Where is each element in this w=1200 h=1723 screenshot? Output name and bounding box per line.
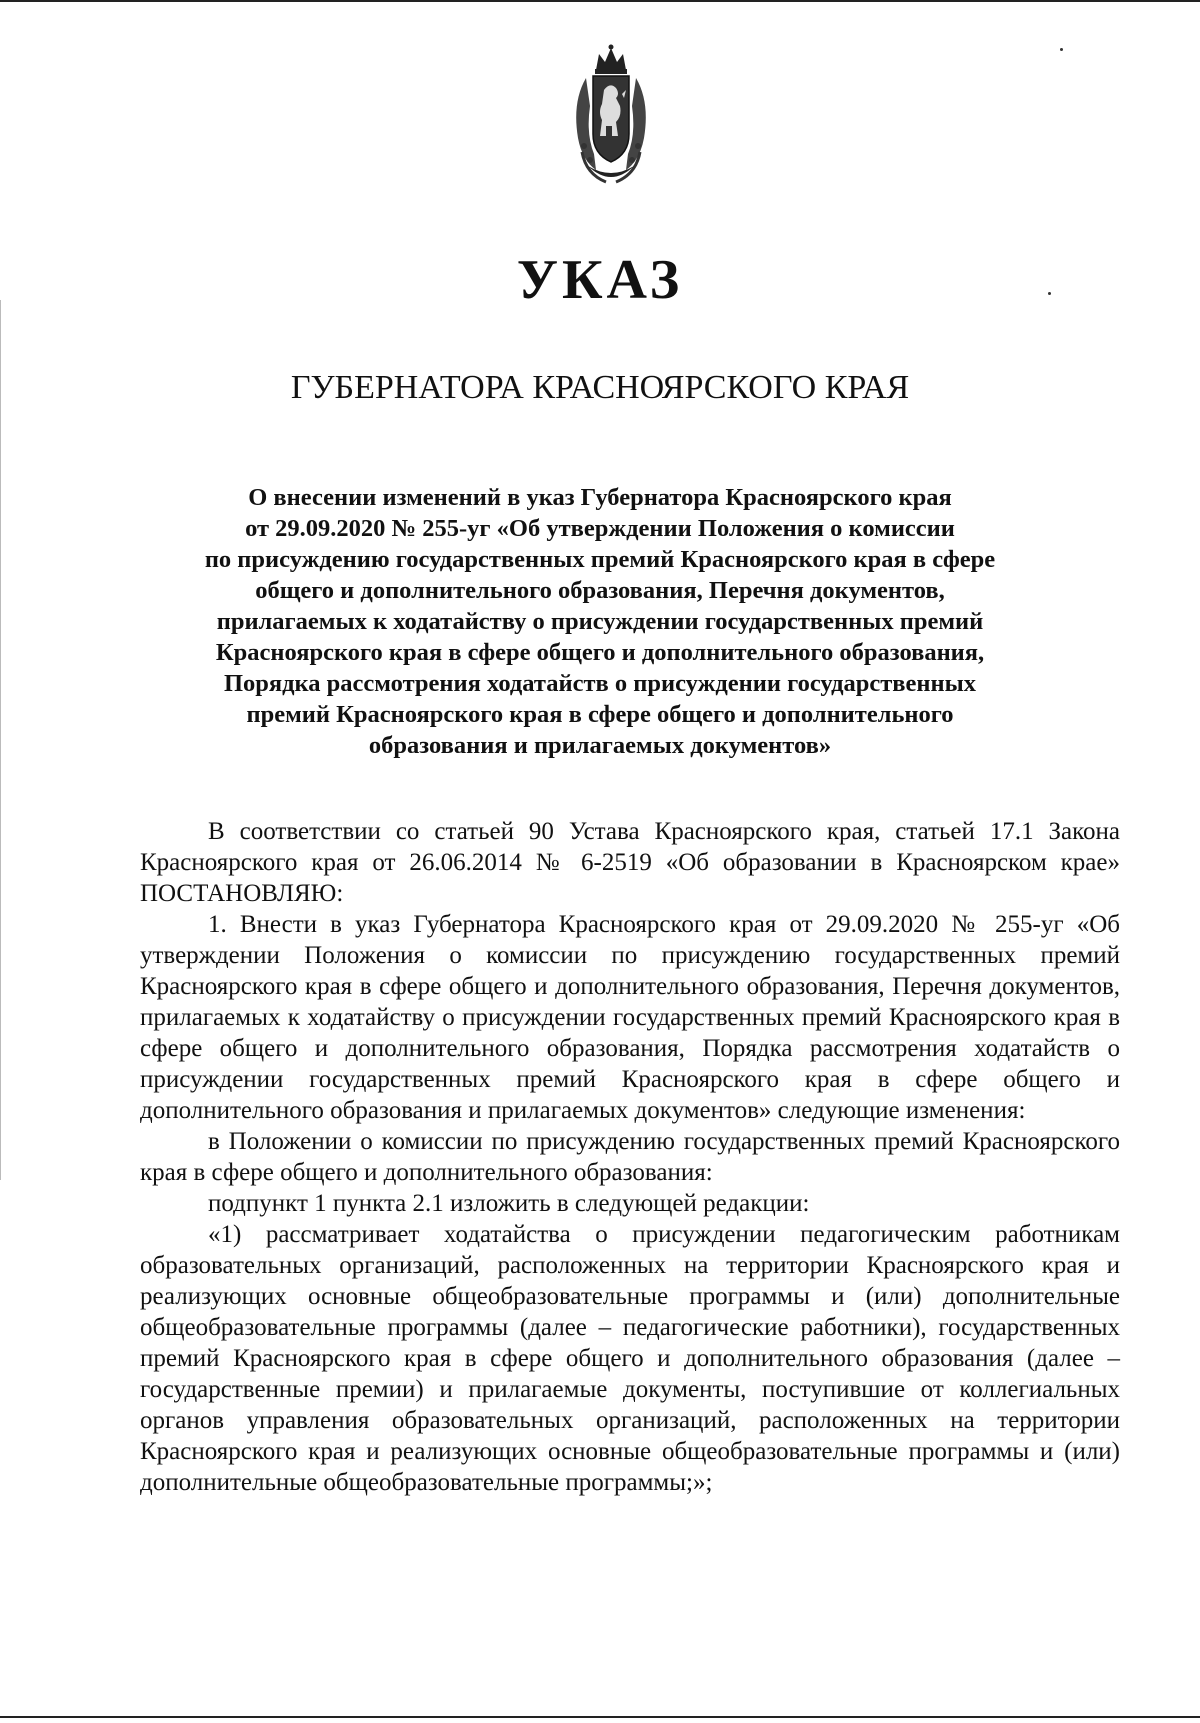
document-heading <box>140 482 1060 761</box>
paragraph-regulation: в Положении о комиссии по присуждению государственных премий Красноярского края в сфере общего и дополнительного образования: <box>140 1128 1120 1186</box>
heading-line: по присуждению государственных премий Красноярского края в сфере <box>204 546 996 573</box>
paragraph-preamble: В соответствии со статьей 90 Устава Красноярского края, статьей 17.1 Закона Красноярского края от 26.06.2014 № 6-2519 «Об образовании в Красноярском крае» ПОСТАНОВЛЯЮ: <box>140 818 1120 907</box>
heading-line: от 29.09.2020 № 255-уг «Об утверждении Положения о комиссии <box>245 515 955 542</box>
paragraph-item-1: 1. Внести в указ Губернатора Красноярского края от 29.09.2020 № 255-уг «Об утверждении Положения о комиссии по присуждению государственных премий Красноярского края в сфере общего и дополнительного образования, Перечня документов, прилагаемых к ходатайству о присуждении государственных премий Красноярского края в сфере общего и дополнительного образования, Порядка рассмотрения ходатайств о присуждении государственных премий Красноярского края в сфере общего и дополнительного образования и прилагаемых документов» следующие изменения: <box>140 911 1120 1124</box>
heading-line: Красноярского края в сфере общего и дополнительного образования, <box>215 639 985 666</box>
paragraph-new-wording: «1) рассматривает ходатайства о присуждении педагогическим работникам образовательных организаций, расположенных на территории Красноярского края и реализующих основные общеобразовательные программы и (или) дополнительные общеобразовательные программы (далее – педагогические работники), государственных премий Красноярского края в сфере общего и дополнительного образования (далее – государственные премии) и прилагаемые документы, поступившие от коллегиальных органов управления образовательных организаций, расположенных на территории Красноярского края и реализующих основные общеобразовательные программы и (или) дополнительные общеобразовательные программы;»; <box>140 1221 1120 1496</box>
top-scan-border <box>0 0 1200 2</box>
heading-line: общего и дополнительного образования, Перечня документов, <box>255 577 945 604</box>
bottom-scan-border <box>0 1716 1200 1718</box>
scan-speck <box>1060 48 1063 51</box>
heading-line: Порядка рассмотрения ходатайств о присуждении государственных <box>223 670 977 697</box>
document-issuer: ГУБЕРНАТОРА КРАСНОЯРСКОГО КРАЯ <box>290 369 910 406</box>
heading-line: образования и прилагаемых документов» <box>368 732 832 759</box>
document-body <box>140 816 1120 1498</box>
scan-speck <box>1048 292 1051 295</box>
heading-line: О внесении изменений в указ Губернатора Красноярского края <box>248 484 952 511</box>
left-scan-border <box>0 300 1 1180</box>
coat-of-arms-icon <box>566 42 656 192</box>
heading-line: прилагаемых к ходатайству о присуждении государственных премий <box>216 608 984 635</box>
document-title: УКАЗ <box>516 249 684 311</box>
paragraph-subclause: подпункт 1 пункта 2.1 изложить в следующей редакции: <box>208 1190 810 1217</box>
heading-line: премий Красноярского края в сфере общего и дополнительного <box>246 701 954 728</box>
